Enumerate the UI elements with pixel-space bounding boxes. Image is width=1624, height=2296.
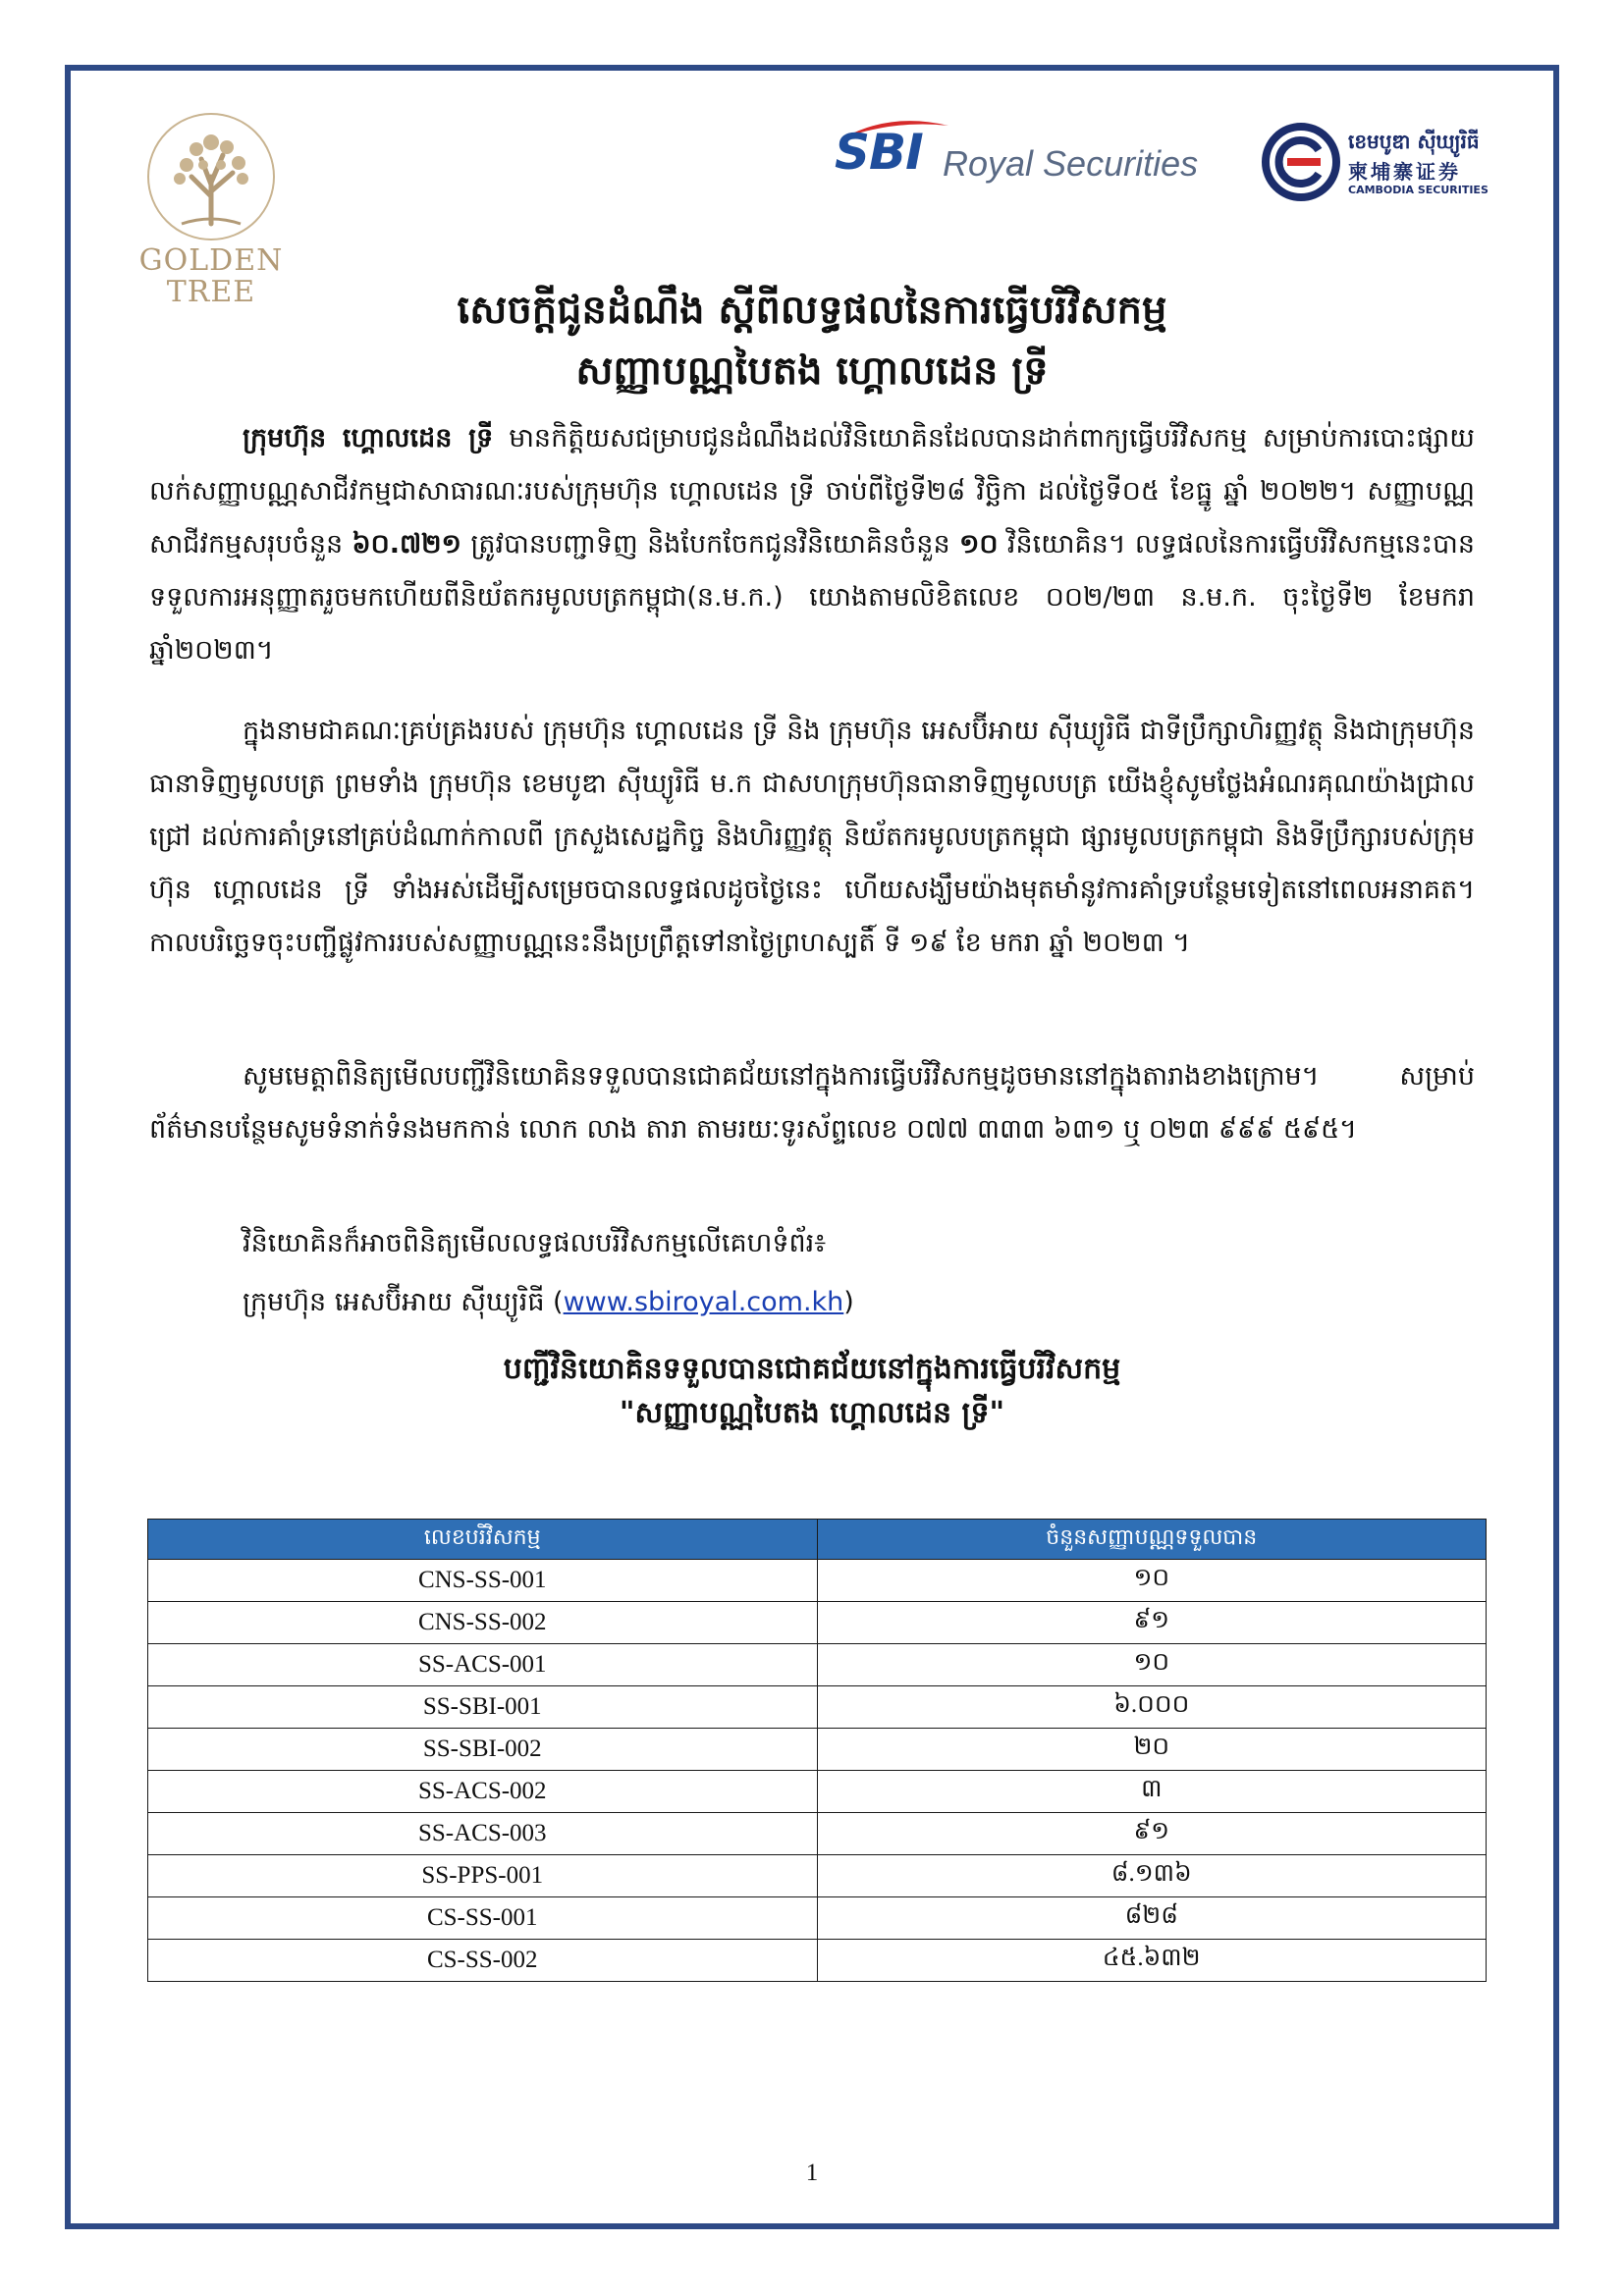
table-header-row (148, 1520, 1487, 1560)
bonds-received: ៣ (817, 1771, 1487, 1813)
cambodia-securities-icon (1262, 123, 1340, 201)
cambodia-securities-logo (1262, 123, 1497, 206)
golden-tree-line1: GOLDEN (138, 243, 284, 278)
subscription-number: SS-SBI-002 (148, 1729, 818, 1771)
total-bonds-bold: ៦០.៧២១ (352, 529, 461, 560)
header-subscription-number: លេខបរិវិសកម្ម (148, 1520, 818, 1560)
sbi-royal-logo (835, 118, 1227, 196)
table-row (148, 1813, 1487, 1855)
paragraph-website (243, 1276, 1421, 1329)
company-name-bold: ក្រុមហ៊ុន ហ្គោលដេន ទ្រី (243, 423, 494, 454)
cambodia-securities-khmer: ខេមបូឌា ស៊ីឃ្យូរិធី (1348, 130, 1480, 153)
bonds-received: ៨.១៣៦ (817, 1855, 1487, 1897)
bonds-received: ១០ (817, 1560, 1487, 1602)
paragraph-website-intro: វិនិយោគិនក៏អាចពិនិត្យមើលលទ្ធផលបរិវិសកម្មលើគេហទំព័រ៖ (243, 1228, 827, 1258)
bonds-received: ៩១ (817, 1813, 1487, 1855)
subscription-number: SS-SBI-001 (148, 1686, 818, 1729)
winners-table (147, 1519, 1487, 1982)
announcement-title-line2: សញ្ញាបណ្ណបៃតង ហ្គោលដេន ទ្រី (575, 348, 1049, 394)
intro-text-b: ត្រូវបានបញ្ជាទិញ និងបែកចែកជូនវិនិយោគិនចំនួន (461, 529, 959, 560)
subscription-number: CS-SS-001 (148, 1897, 818, 1940)
table-row (148, 1855, 1487, 1897)
cambodia-securities-chinese: 柬埔寨证券 (1348, 160, 1461, 184)
sbi-name: Royal Securities (943, 143, 1199, 184)
table-row (148, 1644, 1487, 1686)
intro-text-a: មានកិត្តិយសជម្រាបជូនដំណឹងដល់វិនិយោគិនដែលបានដាក់ពាក្យធ្វើបរិវិសកម្ម សម្រាប់ការបោះផ្សាយលក់សញ្ញាបណ្ណសាជីវកម្មជាសាធារណៈរបស់ក្រុមហ៊ុន ហ្គោលដេន ទ្រី ចាប់ពីថ្ងៃទី២៨ វិច្ឆិកា ដល់ថ្ងៃទី០៥ ខែធ្នូ ឆ្នាំ ២០២២។ សញ្ញាបណ្ណសាជីវកម្មសរុបចំនួន (149, 423, 1475, 560)
winners-list-title-line2: "សញ្ញាបណ្ណបៃតង ហ្គោលដេន ទ្រី" (619, 1396, 1005, 1430)
bonds-received: ៦.០០០ (817, 1686, 1487, 1729)
page-number: 1 (805, 2160, 819, 2186)
table-row (148, 1686, 1487, 1729)
bonds-received: ៩១ (817, 1602, 1487, 1644)
table-row (148, 1897, 1487, 1940)
subscription-number: SS-ACS-002 (148, 1771, 818, 1813)
bonds-received: ២០ (817, 1729, 1487, 1771)
subscription-number: CS-SS-002 (148, 1940, 818, 1982)
bonds-received: ១០ (817, 1644, 1487, 1686)
website-company: ក្រុមហ៊ុន អេសប៊ីអាយ ស៊ីឃ្យូរិធី ( (243, 1287, 564, 1317)
winners-list-title-line1: បញ្ជីវិនិយោគិនទទួលបានជោគជ័យនៅក្នុងការធ្វើបរិវិសកម្ម (503, 1352, 1121, 1386)
paragraph-contact: សូមមេត្តាពិនិត្យមើលបញ្ជីវិនិយោគិនទទួលបានជោគជ័យនៅក្នុងការធ្វើបរិវិសកម្មដូចមាននៅក្នុងតារាងខាងក្រោម។ សម្រាប់ព័ត៌មានបន្ថែមសូមទំនាក់ទំនងមកកាន់ លោក លាង តារា តាមរយៈទូរស័ព្ទលេខ ០៧៧ ៣៣៣ ៦៣១ ឬ ០២៣ ៩៩៩ ៥៩៥។ (149, 1061, 1475, 1145)
subscription-number: SS-ACS-001 (148, 1644, 818, 1686)
subscription-number: CNS-SS-001 (148, 1560, 818, 1602)
table-row (148, 1729, 1487, 1771)
table-row (148, 1560, 1487, 1602)
subscription-number: SS-PPS-001 (148, 1855, 818, 1897)
paragraph-intro (149, 412, 1475, 677)
announcement-title-line1: សេចក្ដីជូនដំណឹង ស្តីពីលទ្ធផលនៃការធ្វើបរិវិសកម្ម (457, 288, 1167, 333)
cambodia-securities-english: CAMBODIA SECURITIES (1348, 184, 1489, 196)
table-row (148, 1602, 1487, 1644)
investor-count-bold: ១០ (958, 529, 999, 560)
subscription-number: SS-ACS-003 (148, 1813, 818, 1855)
table-row (148, 1940, 1487, 1982)
bonds-received: ៨២៨ (817, 1897, 1487, 1940)
subscription-number: CNS-SS-002 (148, 1602, 818, 1644)
paragraph-thanks: ក្នុងនាមជាគណៈគ្រប់គ្រងរបស់ ក្រុមហ៊ុន ហ្គោលដេន ទ្រី និង ក្រុមហ៊ុន អេសប៊ីអាយ ស៊ីឃ្យូរិធី ជាទីប្រឹក្សាហិរញ្ញវត្ថុ និងជាក្រុមហ៊ុនធានាទិញមូលបត្រ ព្រមទាំង ក្រុមហ៊ុន ខេមបូឌា ស៊ីឃ្យូរិធី ម.ក ជាសហក្រុមហ៊ុនធានាទិញមូលបត្រ យើងខ្ញុំសូមថ្លែងអំណរគុណយ៉ាងជ្រាលជ្រៅ ដល់ការគាំទ្រនៅគ្រប់ដំណាក់កាលពី ក្រសួងសេដ្ឋកិច្ច និងហិរញ្ញវត្ថុ និយ័តករមូលបត្រកម្ពុជា ផ្សារមូលបត្រកម្ពុជា និងទីប្រឹក្សារបស់ក្រុមហ៊ុន ហ្គោលដេន ទ្រី ទាំងអស់ដើម្បីសម្រេចបានលទ្ធផលដូចថ្ងៃនេះ ហើយសង្ឃឹមយ៉ាងមុតមាំនូវការគាំទ្របន្ថែមទៀតនៅពេលអនាគត។ កាលបរិច្ឆេទចុះបញ្ជីផ្លូវការរបស់សញ្ញាបណ្ណនេះនឹងប្រព្រឹត្តទៅនាថ្ងៃព្រហស្បតិ៍ ទី ១៩ ខែ មករា ឆ្នាំ ២០២៣ ។ (149, 716, 1475, 958)
intro-text-c: វិនិយោគិន។ លទ្ធផលនៃការធ្វើបរិវិសកម្មនេះបានទទួលការអនុញ្ញាតរួចមកហើយពីនិយ័តករមូលបត្រកម្ពុជា(ន.ម.ក.) យោងតាមលិខិតលេខ ០០២/២៣ ន.ម.ក. ចុះថ្ងៃទី២ ខែមករា ឆ្នាំ២០២៣។ (149, 529, 1475, 666)
sbiroyal-link[interactable]: www.sbiroyal.com.kh (563, 1287, 844, 1317)
tree-icon (142, 108, 280, 245)
header-bonds-received: ចំនួនសញ្ញាបណ្ណទទួលបាន (817, 1520, 1487, 1560)
bonds-received: ៤៥.៦៣២ (817, 1940, 1487, 1982)
golden-tree-logo (133, 108, 290, 309)
sbi-mark: SBI (835, 124, 923, 181)
table-row (148, 1771, 1487, 1813)
golden-tree-line2: TREE (166, 275, 256, 309)
website-close: ) (843, 1287, 854, 1317)
